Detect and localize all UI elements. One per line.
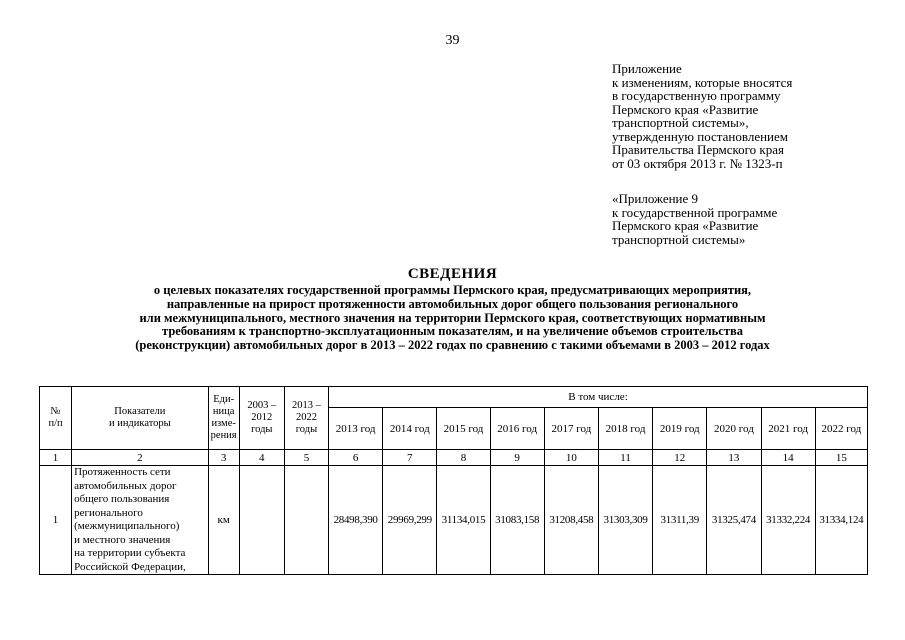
column-number: 4 (239, 450, 284, 466)
row-value: 31208,458 (544, 466, 598, 575)
document-title: СВЕДЕНИЯ (407, 266, 498, 282)
column-number: 15 (815, 450, 867, 466)
header-year: 2020 год (707, 408, 761, 450)
subtitle-line: требованиям к транспортно-эксплуатационным показателям, и на увеличение объемов строительства (162, 324, 743, 339)
column-number: 1 (40, 450, 72, 466)
appendix-amendment-block (612, 62, 872, 170)
row-num: 1 (40, 466, 72, 575)
header-period-line: годы (295, 424, 318, 435)
column-number: 6 (329, 450, 383, 466)
row-value: 31303,309 (598, 466, 652, 575)
header-period-2003 (239, 387, 284, 450)
header-period-line: годы (251, 424, 273, 435)
header-year: 2016 год (490, 408, 544, 450)
indicator-line: и местного значения (74, 533, 171, 546)
column-number: 14 (761, 450, 815, 466)
table-row (40, 466, 868, 575)
header-num-line: № (50, 406, 61, 417)
column-number: 13 (707, 450, 761, 466)
document-subtitle (0, 284, 905, 353)
header-year: 2015 год (437, 408, 490, 450)
header-year: 2021 год (761, 408, 815, 450)
indicator-line: регионального (74, 506, 143, 519)
header-period-line: 2003 – (247, 400, 277, 411)
header-unit-line: ница (212, 406, 235, 417)
appendix-amendment-line: от 03 октября 2013 г. № 1323-п (612, 155, 783, 171)
subtitle-line: (реконструкции) автомобильных дорог в 2013 – 2022 годах по сравнению с такими объемами в 2003 – 2012 годах (135, 338, 770, 353)
header-year: 2013 год (329, 408, 383, 450)
appendix-amendment-line: Правительства Пермского края (612, 142, 784, 157)
header-unit (208, 387, 239, 450)
header-indicator-line: Показатели (114, 406, 166, 417)
row-value: 31134,015 (437, 466, 490, 575)
appendix-9-line: транспортной системы» (612, 231, 746, 247)
header-year: 2017 год (544, 408, 598, 450)
appendix-amendment-line: в государственную программу (612, 88, 781, 103)
appendix-amendment-line: к изменениям, которые вносятся (612, 74, 793, 90)
appendix-9-line: к государственной программе (612, 204, 778, 220)
column-number: 2 (72, 450, 208, 466)
header-unit-line: Еди- (213, 394, 235, 405)
column-number: 3 (208, 450, 239, 466)
header-period-line: 2012 (251, 412, 273, 423)
appendix-amendment-line: Пермского края «Развитие (612, 101, 759, 117)
indicator-line: Российской Федерации, (74, 560, 186, 573)
row-value: 31325,474 (707, 466, 761, 575)
row-value: 28498,390 (329, 466, 383, 575)
appendix-9-line: Пермского края «Развитие (612, 218, 759, 233)
header-period-line: 2013 – (292, 400, 321, 411)
appendix-amendment-line: Приложение (612, 61, 682, 76)
column-number: 12 (653, 450, 707, 466)
header-period-line: 2022 (295, 412, 317, 423)
column-number: 5 (284, 450, 328, 466)
column-number: 9 (490, 450, 544, 466)
subtitle-line: направленные на прирост протяженности автомобильных дорог общего пользования регионального (166, 296, 739, 311)
row-value: 29969,299 (383, 466, 437, 575)
row-value: 31311,39 (653, 466, 707, 575)
header-num (40, 387, 72, 450)
header-year: 2022 год (815, 408, 867, 450)
row-value: 31332,224 (761, 466, 815, 575)
header-period-2013 (284, 387, 328, 450)
row-value: 31334,124 (815, 466, 867, 575)
appendix-9-block (612, 192, 872, 246)
header-indicator (72, 387, 208, 450)
indicators-table (39, 386, 868, 575)
header-year: 2018 год (598, 408, 652, 450)
header-indicator-line: и индикаторы (108, 418, 171, 429)
row-period-2003 (239, 466, 284, 575)
header-year: 2014 год (383, 408, 437, 450)
appendix-amendment-line: транспортной системы», (612, 115, 749, 130)
indicator-line: Протяженность сети (74, 466, 171, 478)
column-number: 11 (598, 450, 652, 466)
indicator-line: на территории субъекта (74, 547, 186, 559)
page-number: 39 (445, 33, 460, 48)
indicator-line: общего пользования (74, 493, 170, 505)
row-unit: км (208, 466, 239, 575)
row-period-2013 (284, 466, 328, 575)
indicator-line: (межмуниципального) (74, 520, 180, 532)
header-unit-line: рения (210, 430, 237, 441)
header-year: 2019 год (653, 408, 707, 450)
column-number: 8 (437, 450, 490, 466)
column-number: 7 (383, 450, 437, 466)
header-including: В том числе: (329, 387, 868, 408)
header-num-line: п/п (48, 418, 63, 429)
header-unit-line: изме- (211, 418, 236, 429)
indicator-line: автомобильных дорог (74, 479, 177, 492)
column-number: 10 (544, 450, 598, 466)
row-indicator (72, 466, 208, 575)
appendix-9-line: «Приложение 9 (612, 191, 699, 206)
appendix-amendment-line: утвержденную постановлением (612, 128, 789, 144)
row-value: 31083,158 (490, 466, 544, 575)
subtitle-line: о целевых показателях государственной программы Пермского края, предусматривающих мероприятия, (153, 283, 752, 297)
subtitle-line: или межмуниципального, местного значения на территории Пермского края, соответствующих нормативным (139, 310, 766, 325)
